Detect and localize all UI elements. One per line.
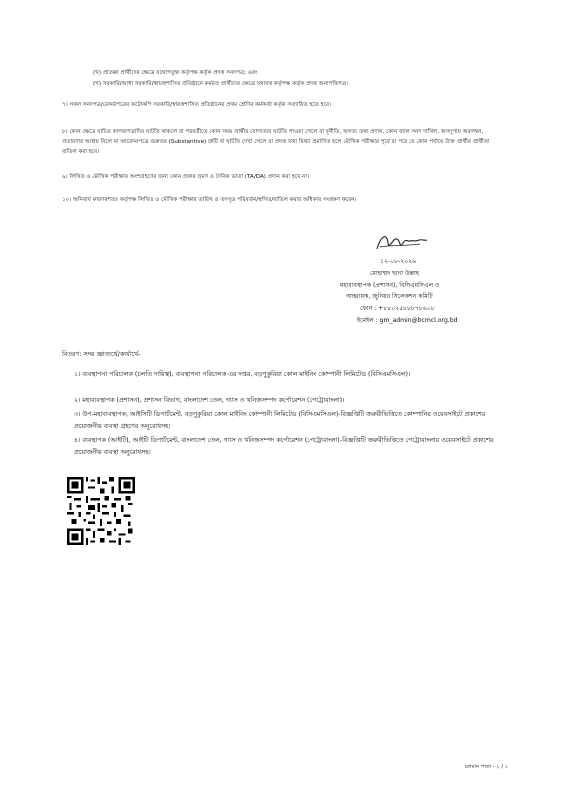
distribution-item-1: ১। ব্যবস্থাপনা পরিচালক (চলতি দায়িত্ব), ব্যবস্থাপনা পরিচালক এর দপ্তর, বড়পুকুরিয়া কোল মাইনিং কোম্পানী লিমিটেড (বিসিএমসিএল)। xyxy=(74,371,411,379)
clause-item-kha: (খ) প্রাতক্কা প্রার্থীদের ক্ষেত্রে যথোপযুক্ত কর্তৃপক্ষ কর্তৃক প্রদত্ত সনদপত্র; এবং xyxy=(93,70,258,76)
distribution-item-3: ৩। উপ-মহাব্যবস্থাপক, আইসিটি ডিপার্টমেন্ট, বড়পুকুরিয়া কোল মাইনিং কোম্পানী লিমিটেড (বিসিএমসিএল)-বিজ্ঞপ্তিটি জরুরীভিত্তিতে কোম্পানির ওয়েবসাইটে প্রকাশের প্রয়োজনীয় ব্যবস্থা গ্রহণের অনুরোধসহ। xyxy=(74,411,486,430)
signatory-email: ইমেইল : gm_admin@bcmcl.org.bd xyxy=(357,316,458,324)
distribution-heading: বিতরণ: সদয় জ্ঞাতার্থে/কার্যার্থে- xyxy=(62,351,141,358)
distribution-item-4: ৪। ব্যবস্থাপক (আইটি), আইটি ডিপার্টমেন্ট, বাংলাদেশ তেল, গ্যাস ও খনিজসম্পদ কর্পোরেশন (পেট্রোবাংলা)-বিজ্ঞপ্তিটি জরুরীভিত্তিতে পেট্রোবাংলার ওয়েবসাইটে প্রকাশের প্রয়োজনীয় ব্যবস্থা অনুরোধসহ। xyxy=(74,437,494,456)
page-footer: চলমান পাতা - ২ / ২ xyxy=(465,764,509,771)
signature-block xyxy=(340,256,540,327)
distribution-item-2: ২। মহাব্যবস্থাপক (প্রশাসন), প্রশাসন বিভাগ, বাংলাদেশ তেল, গ্যাস ও খনিজসম্পদ কর্পোরেশন (পেট্রোবাংলা)। xyxy=(74,397,345,405)
signatory-phone: ফোন : +৮৮০২৫৮৮৮৭৮৬০৮ xyxy=(360,305,435,313)
signature-date: ১২-০৮-২০২৬ xyxy=(380,258,417,265)
clause-8: ৮। কোন ক্ষেত্রে যাচিত কাগজপত্রাদির ঘাটতি থাকলে বা পরবর্তীতে কোন সময় প্রার্থীর যোগ্যতার ঘাটতি পাওয়া গেলে বা দুর্নীতি, অসত্য তথ্য প্রদান, কোন জাল সনদ দাখিল, অসদুপায় অবলম্বন, প্রতারণার আশ্রয় নিলে বা আবেদনপত্রে গুরুতর (Substantive) ত্রুটি বা ঘাটতি দেখা গেলে বা প্রদত্ত তথ্য মিথ্যা প্রমাণিত হলে মৌখিক পরীক্ষার পূর্বে বা পরে যে কোন পর্যায়ে উক্ত প্রার্থীর প্রার্থীতা বাতিল করা হবে। xyxy=(62,129,490,155)
signature-image xyxy=(375,229,429,257)
signatory-name: মোহাম্মদ ছানা উল্লাহ xyxy=(370,269,420,277)
clause-item-ga: (গ) সরকারি/আধা সরকারি/স্বায়ত্তশাসিত প্রতিষ্ঠানে কর্মরত প্রার্থীদের ক্ষেত্রে যথাযথ কর্তৃপক্ষ কর্তৃক প্রদত্ত অনাপত্তিপত্র। xyxy=(93,81,348,87)
signatory-role: আহ্বায়ক, জুনিয়র সিলেকশন কমিটি xyxy=(346,293,433,301)
qr-code-image xyxy=(67,477,135,545)
signatory-designation: মহাব্যবস্থাপক (প্রশাসন), বিসিএমসিএল ও xyxy=(340,281,440,289)
clause-7: ৭। সকল সনদপত্র/রেকর্ডপত্রের ফটোকপি সরকারি/স্বায়ত্তশাসিত প্রতিষ্ঠানের প্রথম শ্রেণির কর্মকর্তা কর্তৃক সত্যায়িত হতে হবে। xyxy=(62,102,331,108)
clause-10: ১০। অনিবার্য কারণবশতঃ কর্তৃপক্ষ লিখিত ও মৌখিক পরীক্ষার তারিখ ও তৎসূত্র পরিবর্তন/স্থগিত/বাতিল করার অধিকার সংরক্ষণ করেন। xyxy=(62,197,357,203)
clause-9: ৯। লিখিত ও মৌখিক পরীক্ষায় অংশগ্রহণের জন্য কোন প্রকার ভ্রমণ ও দৈনিক ভাতা (TA/DA) প্রদান করা হবে না। xyxy=(62,174,310,180)
